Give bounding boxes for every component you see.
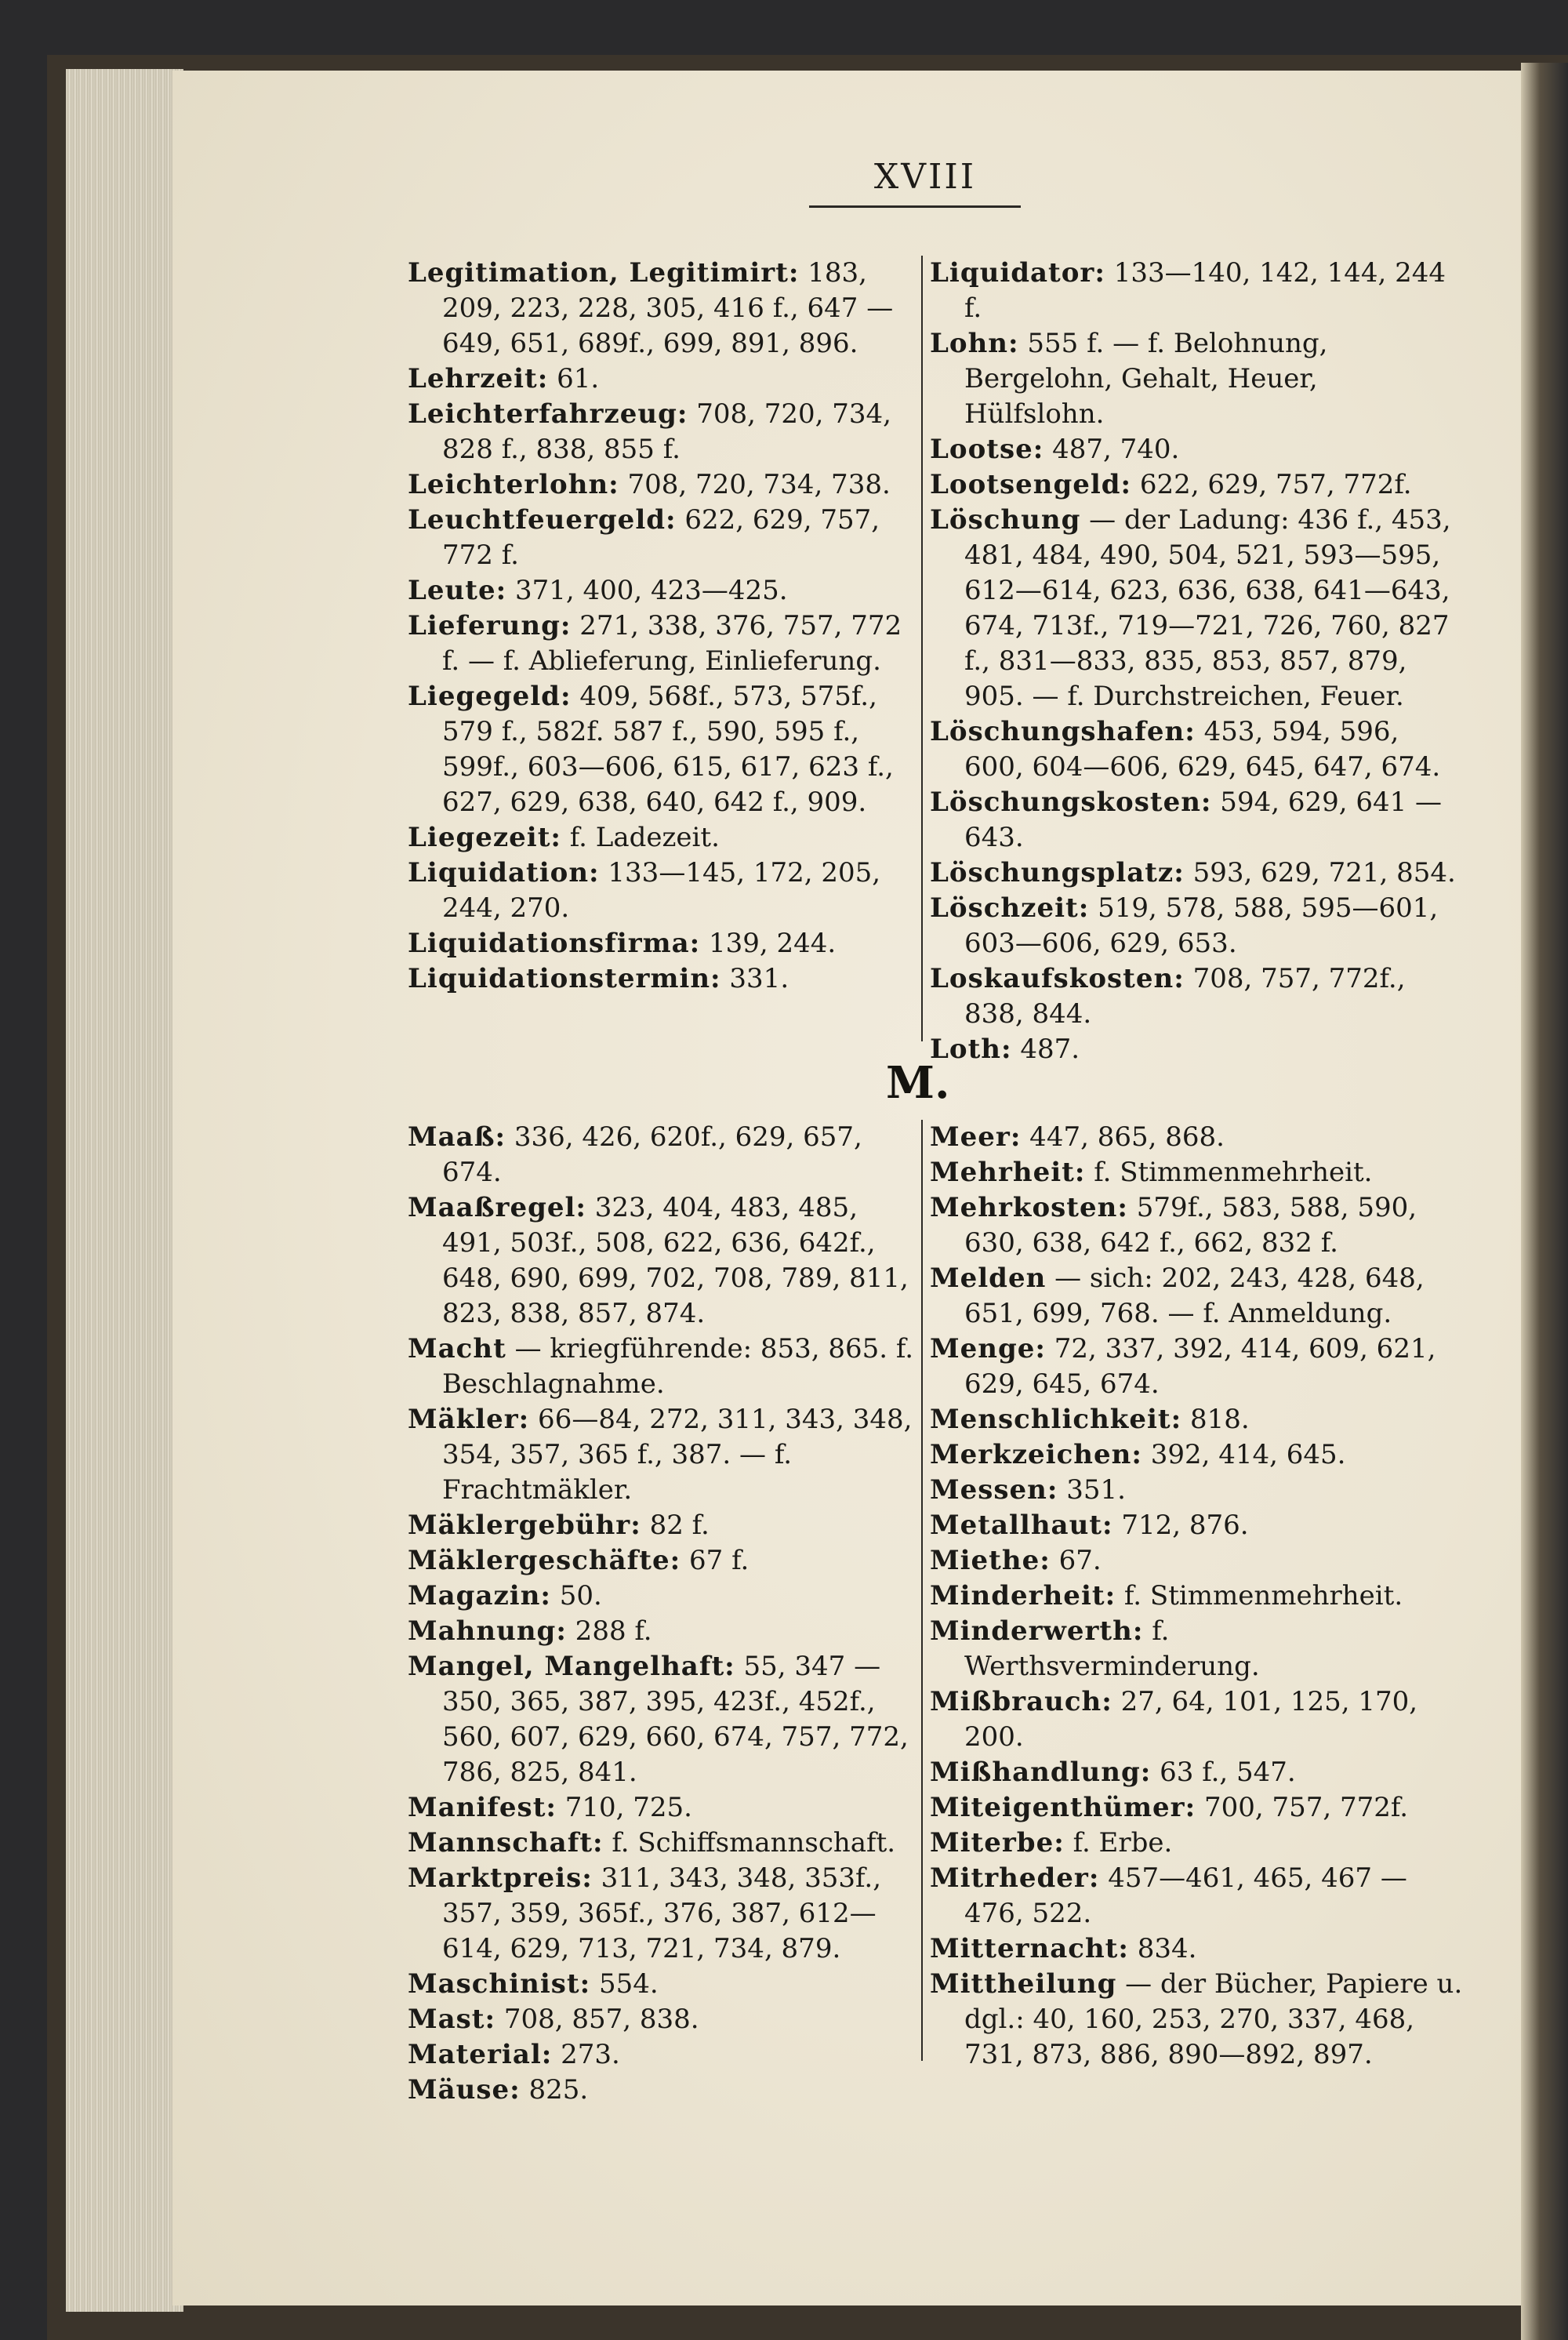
index-entry [930, 1790, 1463, 1826]
index-entry-head: Lehrzeit: [408, 363, 549, 394]
index-entry [930, 961, 1463, 1032]
index-entry-refs: 554. [590, 1968, 659, 2000]
index-entry-refs: 50. [550, 1580, 602, 1611]
index-entry [408, 961, 917, 997]
index-entry [408, 573, 917, 609]
index-entry [930, 1826, 1463, 1861]
index-entry-head: Merkzeichen: [930, 1439, 1142, 1470]
index-entry-head: Löschungshafen: [930, 716, 1196, 747]
index-entry-head: Maaß: [408, 1121, 506, 1153]
index-entry-head: Mangel, Mangelhaft: [408, 1651, 735, 1682]
index-entry-head: Mitternacht: [930, 1933, 1129, 1964]
index-entry-head: Magazin: [408, 1580, 551, 1611]
index-entry-head: Liegegeld: [408, 681, 572, 712]
index-entry-refs: f. Stimmenmehrheit. [1116, 1580, 1403, 1611]
index-entry-head: Menge: [930, 1333, 1046, 1364]
index-entry-refs: 708, 720, 734, 738. [619, 469, 891, 500]
index-column-right-bottom [930, 1120, 1463, 2073]
index-entry [408, 2002, 917, 2037]
index-entry-refs: 67 f. [681, 1545, 750, 1576]
index-entry [930, 1032, 1463, 1067]
index-entry [930, 1261, 1463, 1332]
index-entry-refs: 61. [548, 363, 600, 394]
index-entry-head: Mitrheder: [930, 1862, 1100, 1894]
index-entry-refs: — der Ladung: 436 f., 453, 481, 484, 490, 504, 521, 593—595, 612—614, 623, 636, 638, 641—643, 674, 713f., 719—721, 726, 760, 827 f., 831—833, 835, 853, 857, 879, 905. — f. Durchstreichen, Feuer. [964, 504, 1451, 712]
index-entry-head: Mißbrauch: [930, 1686, 1112, 1717]
index-entry-head: Mannschaft: [408, 1827, 604, 1859]
index-entry-refs: 708, 720, 734, 828 f., 838, 855 f. [442, 398, 891, 465]
index-entry [408, 1508, 917, 1543]
index-entry-head: Maaßregel: [408, 1192, 586, 1223]
index-entry-refs: 710, 725. [556, 1792, 692, 1823]
index-entry-refs: f. Werthsverminderung. [964, 1615, 1260, 1682]
index-entry [930, 1861, 1463, 1931]
header-rule [809, 205, 1021, 208]
index-entry-refs: 622, 629, 757, 772f. [1131, 469, 1412, 500]
index-entry-head: Lieferung: [408, 610, 572, 641]
section-letter: M. [886, 1057, 950, 1109]
index-entry-refs: 708, 857, 838. [495, 2004, 699, 2035]
index-entry [930, 1967, 1463, 2073]
index-entry-head: Melden [930, 1263, 1047, 1294]
index-entry-head: Lohn: [930, 328, 1019, 359]
index-entry-head: Metallhaut: [930, 1510, 1113, 1541]
index-entry-head: Mäuse: [408, 2074, 521, 2106]
index-entry-head: Messen: [930, 1474, 1058, 1506]
index-entry-refs: 700, 757, 772f. [1196, 1792, 1409, 1823]
index-entry [408, 1332, 917, 1402]
page-number: XVIII [873, 157, 977, 197]
index-entry [930, 856, 1463, 891]
index-entry-head: Lootsengeld: [930, 469, 1132, 500]
index-entry-head: Marktpreis: [408, 1862, 593, 1894]
index-entry-refs: 67. [1050, 1545, 1102, 1576]
page-edges [66, 69, 183, 2312]
index-entry-head: Loskaufskosten: [930, 963, 1185, 994]
index-entry-head: Mehrkosten: [930, 1192, 1128, 1223]
index-column-right-top [930, 256, 1463, 1067]
index-entry-head: Liquidation: [408, 857, 600, 888]
index-entry-refs: 487, 740. [1044, 434, 1180, 465]
index-entry [408, 1614, 917, 1649]
index-entry-refs: 371, 400, 423—425. [506, 575, 788, 606]
index-entry-head: Mäklergeschäfte: [408, 1545, 681, 1576]
index-entry-head: Liquidator: [930, 257, 1105, 289]
index-entry-refs: 55, 347 —350, 365, 387, 395, 423f., 452f., 560, 607, 629, 660, 674, 757, 772, 786, 825, 841. [442, 1651, 909, 1788]
index-entry-refs: 336, 426, 620f., 629, 657, 674. [442, 1121, 862, 1188]
index-entry [408, 1967, 917, 2002]
index-column-left-bottom [408, 1120, 917, 2108]
index-entry-refs: 622, 629, 757, 772 f. [442, 504, 880, 571]
index-entry-refs: f. Ladezeit. [561, 822, 720, 853]
index-entry [930, 1579, 1463, 1614]
index-entry-head: Menschlichkeit: [930, 1404, 1182, 1435]
index-entry-head: Mißhandlung: [930, 1757, 1152, 1788]
index-entry-refs: 72, 337, 392, 414, 609, 621, 629, 645, 674. [964, 1333, 1436, 1400]
index-entry [930, 891, 1463, 961]
index-entry-refs: 311, 343, 348, 353f., 357, 359, 365f., 376, 387, 612—614, 629, 713, 721, 734, 879. [442, 1862, 882, 1964]
index-entry-head: Liegezeit: [408, 822, 561, 853]
index-entry-head: Mittheilung [930, 1968, 1117, 2000]
index-entry-refs: 392, 414, 645. [1142, 1439, 1346, 1470]
index-entry-head: Miterbe: [930, 1827, 1065, 1859]
index-entry-head: Leichterlohn: [408, 469, 619, 500]
index-entry-refs: 487. [1011, 1034, 1080, 1065]
index-entry-refs: 183, 209, 223, 228, 305, 416 f., 647 —649, 651, 689f., 699, 891, 896. [442, 257, 894, 359]
index-entry-head: Löschung [930, 504, 1081, 536]
index-entry-head: Macht [408, 1333, 506, 1364]
index-entry-refs: 712, 876. [1112, 1510, 1249, 1541]
index-entry [930, 1755, 1463, 1790]
index-entry [408, 397, 917, 467]
index-entry-refs: 323, 404, 483, 485, 491, 503f., 508, 622, 636, 642f., 648, 690, 699, 702, 708, 789, 811, 823, 838, 857, 874. [442, 1192, 909, 1329]
index-entry-refs: 66—84, 272, 311, 343, 348, 354, 357, 365 f., 387. — f. Frachtmäkler. [442, 1404, 913, 1506]
index-entry-head: Leute: [408, 575, 507, 606]
index-entry-refs: 63 f., 547. [1151, 1757, 1296, 1788]
index-entry [408, 1790, 917, 1826]
index-entry-head: Mäklergebühr: [408, 1510, 641, 1541]
index-entry [408, 256, 917, 362]
index-entry [930, 1614, 1463, 1684]
index-entry-head: Lootse: [930, 434, 1044, 465]
index-entry-refs: 593, 629, 721, 854. [1184, 857, 1456, 888]
index-entry-head: Minderwerth: [930, 1615, 1144, 1647]
index-entry-head: Miteigenthümer: [930, 1792, 1196, 1823]
index-column-left-top [408, 256, 917, 997]
index-entry [930, 1332, 1463, 1402]
index-entry-refs: 594, 629, 641 —643. [964, 787, 1443, 853]
index-entry [930, 1473, 1463, 1508]
index-entry-refs: — kriegführende: 853, 865. f. Beschlagnahme. [442, 1333, 914, 1400]
index-entry-refs: 288 f. [566, 1615, 652, 1647]
index-entry-refs: 834. [1128, 1933, 1197, 1964]
index-entry-refs: — der Bücher, Papiere u. dgl.: 40, 160, 253, 270, 337, 468, 731, 873, 886, 890—892, 897. [964, 1968, 1463, 2070]
index-entry [930, 1508, 1463, 1543]
index-entry-head: Mast: [408, 2004, 496, 2035]
index-entry-refs: f. Stimmenmehrheit. [1085, 1157, 1373, 1188]
index-entry [408, 1402, 917, 1508]
index-entry-head: Legitimation, Legitimirt: [408, 257, 800, 289]
index-entry [930, 256, 1463, 326]
index-entry [930, 714, 1463, 785]
index-entry-refs: 457—461, 465, 467 —476, 522. [964, 1862, 1407, 1929]
index-entry [408, 2073, 917, 2108]
index-entry-head: Mahnung: [408, 1615, 567, 1647]
index-entry-refs: 409, 568f., 573, 575f., 579 f., 582f. 587 f., 590, 595 f., 599f., 603—606, 615, 617, 623 f., 627, 629, 638, 640, 642 f., 909. [442, 681, 894, 818]
index-entry-refs: 818. [1181, 1404, 1250, 1435]
index-entry-refs: 708, 757, 772f., 838, 844. [964, 963, 1406, 1030]
index-entry [408, 1543, 917, 1579]
index-entry [408, 856, 917, 926]
index-entry-refs: 27, 64, 101, 125, 170, 200. [964, 1686, 1418, 1753]
index-entry [408, 1861, 917, 1967]
index-entry [408, 1120, 917, 1190]
index-entry [930, 1402, 1463, 1437]
index-entry-refs: 82 f. [641, 1510, 710, 1541]
index-entry-head: Maschinist: [408, 1968, 591, 2000]
index-entry [408, 1579, 917, 1614]
index-entry-head: Mäkler: [408, 1404, 530, 1435]
index-entry-refs: 273. [552, 2039, 620, 2070]
index-entry [408, 1649, 917, 1790]
index-entry-refs: 139, 244. [700, 928, 837, 959]
index-entry-refs: — sich: 202, 243, 428, 648, 651, 699, 768. — f. Anmeldung. [964, 1263, 1425, 1329]
index-entry-refs: 825. [520, 2074, 589, 2106]
index-entry-refs: 133—145, 172, 205, 244, 270. [442, 857, 881, 924]
index-entry-refs: 133—140, 142, 144, 244 f. [964, 257, 1446, 324]
index-entry-head: Mehrheit: [930, 1157, 1086, 1188]
index-entry [930, 1931, 1463, 1967]
index-entry [930, 1120, 1463, 1155]
index-entry-refs: 555 f. — f. Belohnung, Bergelohn, Gehalt, Heuer, Hülfslohn. [964, 328, 1328, 430]
index-entry-refs: f. Erbe. [1064, 1827, 1173, 1859]
index-entry [408, 2037, 917, 2073]
column-divider-top [921, 256, 923, 1041]
index-entry [930, 503, 1463, 714]
index-entry [408, 609, 917, 679]
index-entry-refs: 579f., 583, 588, 590, 630, 638, 642 f., 662, 832 f. [964, 1192, 1417, 1259]
index-entry [408, 503, 917, 573]
index-entry [930, 1543, 1463, 1579]
index-entry-head: Leichterfahrzeug: [408, 398, 688, 430]
index-entry-refs: 271, 338, 376, 757, 772 f. — f. Ablieferung, Einlieferung. [442, 610, 902, 677]
index-entry [930, 326, 1463, 432]
index-entry-head: Minderheit: [930, 1580, 1116, 1611]
index-entry [930, 1155, 1463, 1190]
index-entry [408, 926, 917, 961]
index-entry-head: Löschzeit: [930, 892, 1090, 924]
index-entry-refs: 447, 865, 868. [1021, 1121, 1225, 1153]
index-entry-head: Meer: [930, 1121, 1022, 1153]
index-entry [930, 467, 1463, 503]
index-entry [930, 1190, 1463, 1261]
index-entry [930, 1437, 1463, 1473]
index-entry [408, 1190, 917, 1332]
index-entry-head: Liquidationstermin: [408, 963, 721, 994]
index-entry-head: Manifest: [408, 1792, 557, 1823]
index-entry-head: Leuchtfeuergeld: [408, 504, 677, 536]
index-entry [408, 679, 917, 820]
index-entry-refs: 519, 578, 588, 595—601, 603—606, 629, 653. [964, 892, 1439, 959]
index-entry-head: Löschungsplatz: [930, 857, 1185, 888]
index-entry-head: Löschungskosten: [930, 787, 1212, 818]
index-entry-head: Loth: [930, 1034, 1012, 1065]
book-gutter [1521, 63, 1568, 2340]
index-entry-refs: 453, 594, 596, 600, 604—606, 629, 645, 647, 674. [964, 716, 1441, 783]
index-entry [408, 362, 917, 397]
index-entry-refs: 331. [720, 963, 789, 994]
index-entry [930, 785, 1463, 856]
index-entry-refs: f. Schiffsmannschaft. [603, 1827, 896, 1859]
index-entry [408, 1826, 917, 1861]
index-entry [930, 1684, 1463, 1755]
index-entry-head: Liquidationsfirma: [408, 928, 701, 959]
column-divider-bottom [921, 1120, 923, 2061]
index-entry-head: Miethe: [930, 1545, 1051, 1576]
index-entry-head: Material: [408, 2039, 553, 2070]
index-entry [408, 467, 917, 503]
index-entry [408, 820, 917, 856]
index-entry [930, 432, 1463, 467]
index-entry-refs: 351. [1058, 1474, 1126, 1506]
